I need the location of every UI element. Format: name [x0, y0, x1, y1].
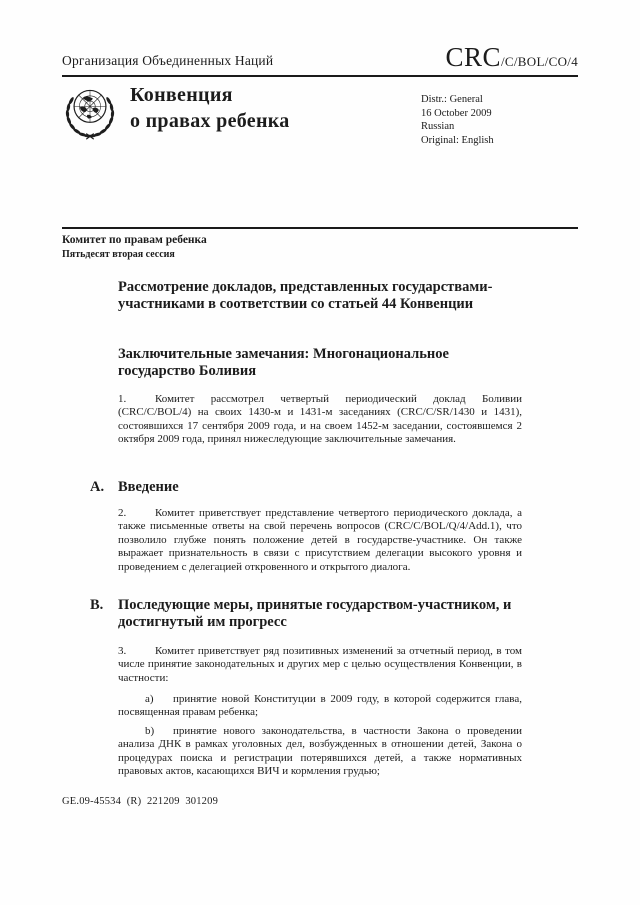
language-line: Russian	[421, 121, 455, 132]
section-heading-follow-up	[90, 597, 548, 631]
org-name: Организация Объединенных Наций	[62, 53, 274, 68]
section-letter: A.	[90, 479, 105, 495]
concluding-observations-title: Заключительные замечания: Многонациональное государство Боливия	[118, 346, 449, 379]
distr-line: Distr.: General	[421, 94, 483, 105]
list-item-text: принятие нового законодательства, в частности Закона о проведении анализа ДНК в рамках уголовных дел, возбужденных в отношении детей, Закона о процедурах поиска и регистрации потерявшихся детей, а также нормативных правовых актов, касающихся ВИЧ и кормления грудью;	[118, 725, 522, 778]
document-symbol-main: CRC	[445, 42, 502, 72]
section-heading-text: Последующие меры, принятые государством-участником, и достигнутый им прогресс	[118, 597, 512, 630]
masthead-title	[130, 82, 290, 134]
un-emblem-icon	[60, 82, 120, 142]
date-line: 16 October 2009	[421, 107, 492, 119]
list-item-label: b)	[145, 725, 155, 737]
list-item-text: принятие новой Конституции в 2009 году, в которой содержится глава, посвященная правам ребенка;	[118, 693, 522, 719]
document-symbol	[445, 42, 578, 73]
paragraph-text: Комитет рассмотрел четвертый периодический доклад Боливии (CRC/C/BOL/4) на своих 1430-м и 1431-м заседаниях (CRC/C/SR/1430 и 1431), состоявшихся 17 сентября 2009 года, и на своем 1452-м заседании, состоявшемся 2 октября 2009 года, принял нижеследующие заключительные замечания.	[118, 393, 522, 446]
committee-name: Комитет по правам ребенка	[62, 234, 207, 246]
paragraph-text: Комитет приветствует ряд позитивных изменений за отчетный период, в том числе принятие законодательных и других мер с целью осуществления Конвенции, в частности:	[118, 645, 522, 684]
paragraph-number: 1.	[118, 393, 127, 405]
paragraph-number: 3.	[118, 645, 127, 657]
section-heading-text: Введение	[118, 479, 179, 495]
list-item-b	[118, 725, 522, 779]
section-rule	[62, 227, 578, 229]
original-language-line: Original: English	[421, 134, 494, 146]
report-consideration-title: Рассмотрение докладов, представленных государствами-участниками в соответствии со статьей 44 Конвенции	[118, 279, 493, 312]
section-letter: B.	[90, 597, 104, 613]
paragraph-3	[118, 645, 522, 685]
masthead-title-line1: Конвенция	[130, 84, 233, 106]
footer-document-code: GE.09-45534 (R) 221209 301209	[62, 796, 219, 807]
paragraph-number: 2.	[118, 507, 127, 519]
paragraph-1	[118, 393, 522, 447]
committee-session: Пятьдесят вторая сессия	[62, 249, 175, 260]
header-rule	[62, 75, 578, 77]
list-item-a	[118, 693, 522, 720]
masthead-title-line2: о правах ребенка	[130, 110, 290, 132]
paragraph-text: Комитет приветствует представление четвертого периодического доклада, а также письменные ответы на свой перечень вопросов (CRC/C/BOL/Q/4/Add.1), что позволило глубже понять положение детей в государстве-участнике. Он также выражает признательность в связи с присутствием делегации высокого уровня и проведением с делегацией откровенного и открытого диалога.	[118, 507, 522, 573]
paragraph-2	[118, 507, 522, 574]
section-heading-introduction	[90, 479, 179, 496]
list-item-label: a)	[145, 693, 154, 705]
distribution-block	[421, 93, 494, 147]
document-symbol-suffix: /C/BOL/CO/4	[501, 54, 578, 69]
